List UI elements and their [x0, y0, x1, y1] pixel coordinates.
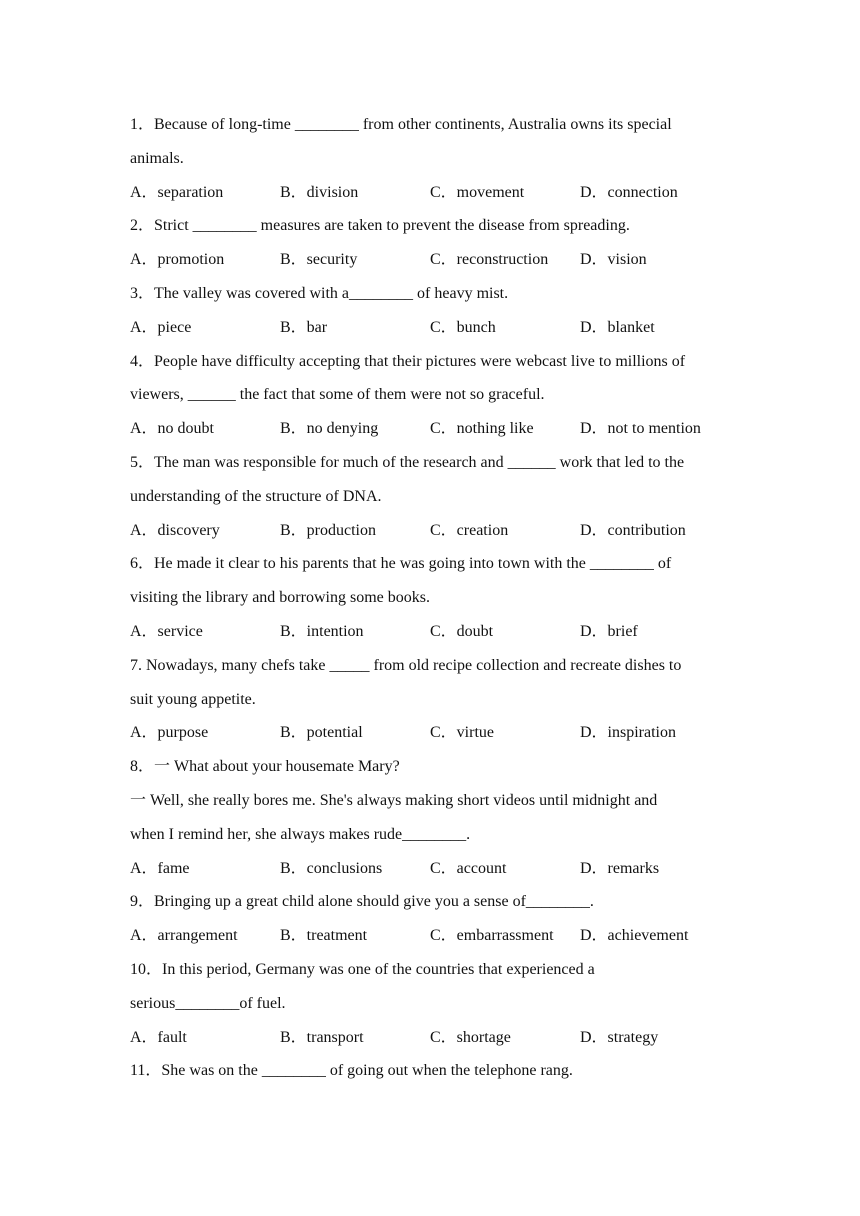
- option-b: B．production: [280, 521, 376, 539]
- question-stem: 4．People have difficulty accepting that their pictures were webcast live to millions of: [130, 352, 686, 370]
- option-a: A．service: [130, 622, 203, 640]
- option-d: D．connection: [580, 183, 678, 201]
- option-d: D．inspiration: [580, 724, 676, 742]
- option-c: C．shortage: [430, 1028, 511, 1046]
- question-stem-continued: understanding of the structure of DNA.: [130, 487, 382, 505]
- question-stem: 3．The valley was covered with a________ of heavy mist.: [130, 284, 509, 302]
- option-a: A．fault: [130, 1028, 187, 1046]
- question-stem: 6．He made it clear to his parents that he was going into town with the ________ of: [130, 555, 672, 573]
- option-c: C．movement: [430, 183, 525, 201]
- question-7: [130, 649, 740, 750]
- option-c: C．virtue: [430, 724, 494, 742]
- answer-options: [130, 243, 740, 277]
- question-8: [130, 750, 740, 885]
- option-c: C．account: [430, 859, 507, 877]
- option-a: A．fame: [130, 859, 190, 877]
- option-c: C．nothing like: [430, 420, 534, 438]
- option-d: D．blanket: [580, 318, 655, 336]
- question-1: [130, 108, 740, 209]
- option-a: A．discovery: [130, 521, 220, 539]
- option-b: B．transport: [280, 1028, 364, 1046]
- question-2: [130, 209, 740, 277]
- option-d: D．remarks: [580, 859, 660, 877]
- option-c: C．embarrassment: [430, 927, 554, 945]
- question-stem-continued: viewers, ______ the fact that some of them were not so graceful.: [130, 386, 545, 404]
- option-b: B．treatment: [280, 927, 368, 945]
- question-stem: 1．Because of long-time ________ from other continents, Australia owns its special: [130, 116, 672, 133]
- question-5: [130, 446, 740, 547]
- question-stem: 2．Strict ________ measures are taken to prevent the disease from spreading.: [130, 217, 630, 235]
- option-b: B．security: [280, 251, 358, 269]
- question-stem: 11．She was on the ________ of going out when the telephone rang.: [130, 1062, 573, 1080]
- option-b: B．conclusions: [280, 859, 383, 877]
- option-a: A．separation: [130, 183, 224, 201]
- option-d: D．not to mention: [580, 420, 701, 438]
- question-stem-continued: visiting the library and borrowing some books.: [130, 589, 430, 607]
- option-a: A．piece: [130, 318, 192, 336]
- question-stem-continued: serious________of fuel.: [130, 994, 286, 1012]
- option-a: A．arrangement: [130, 927, 238, 945]
- option-d: D．vision: [580, 251, 647, 269]
- option-c: C．doubt: [430, 622, 494, 640]
- answer-options: [130, 514, 740, 548]
- option-b: B．no denying: [280, 420, 379, 438]
- option-a: A．promotion: [130, 251, 225, 269]
- option-c: C．bunch: [430, 318, 496, 336]
- question-stem: 10．In this period, Germany was one of the countries that experienced a: [130, 960, 595, 978]
- question-9: [130, 885, 740, 953]
- answer-options: [130, 412, 740, 446]
- option-a: A．no doubt: [130, 420, 215, 438]
- question-stem: 5．The man was responsible for much of the research and ______ work that led to the: [130, 453, 685, 471]
- option-b: B．potential: [280, 724, 363, 742]
- question-3: [130, 277, 740, 345]
- answer-options: [130, 176, 740, 210]
- question-stem-continued: 一 Well, she really bores me. She's always making short videos until midnight and: [130, 791, 658, 809]
- option-c: C．reconstruction: [430, 251, 549, 269]
- question-10: [130, 953, 740, 1054]
- answer-options: [130, 852, 740, 886]
- option-d: D．strategy: [580, 1028, 659, 1046]
- option-d: D．contribution: [580, 521, 686, 539]
- question-stem-continued: when I remind her, she always makes rude________.: [130, 825, 471, 843]
- answer-options: [130, 919, 740, 953]
- answer-options: [130, 716, 740, 750]
- question-stem-continued: animals.: [130, 149, 184, 167]
- question-11: [130, 1054, 740, 1088]
- question-stem: 7. Nowadays, many chefs take _____ from old recipe collection and recreate dishes to: [130, 656, 682, 674]
- option-b: B．bar: [280, 318, 328, 336]
- option-c: C．creation: [430, 521, 509, 539]
- question-stem-continued: suit young appetite.: [130, 690, 256, 708]
- question-list: [130, 108, 740, 1088]
- question-6: [130, 547, 740, 648]
- option-a: A．purpose: [130, 724, 209, 742]
- question-stem: 9．Bringing up a great child alone should give you a sense of________.: [130, 893, 594, 911]
- answer-options: [130, 311, 740, 345]
- answer-options: [130, 1021, 740, 1055]
- option-d: D．brief: [580, 622, 638, 640]
- question-4: [130, 345, 740, 446]
- question-stem: 8．一 What about your housemate Mary?: [130, 758, 400, 776]
- option-d: D．achievement: [580, 927, 689, 945]
- option-b: B．intention: [280, 622, 364, 640]
- answer-options: [130, 615, 740, 649]
- option-b: B．division: [280, 183, 359, 201]
